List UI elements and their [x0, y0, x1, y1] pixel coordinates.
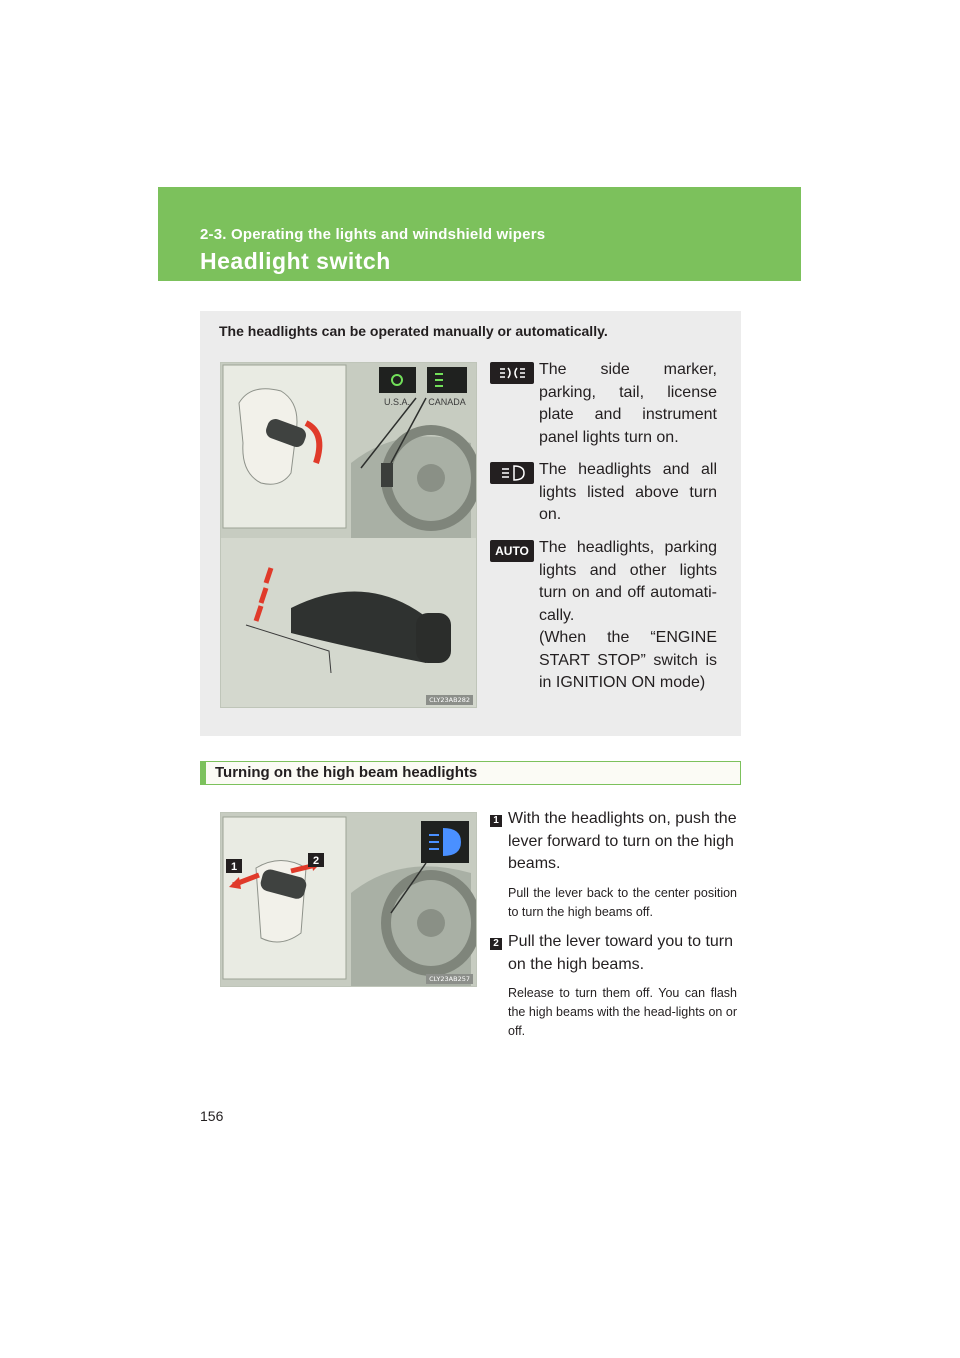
- step-2-text: Pull the lever toward you to turn on the high beams.: [508, 933, 734, 973]
- step-1-note: Pull the lever back to the center position to turn the high beams off.: [508, 886, 737, 919]
- auto-icon: AUTO: [490, 540, 534, 562]
- mode-parking-text: The side marker, parking, tail, license plate and instrument panel lights turn on.: [539, 361, 717, 447]
- canada-label: CANADA: [428, 397, 466, 407]
- section-label: 2-3. Operating the lights and windshield wipers: [200, 226, 546, 243]
- callout-2: 2: [312, 855, 320, 867]
- step-1-text: With the headlights on, push the lever forward to turn on the high beams.: [508, 810, 737, 872]
- high-beam-heading-box: [200, 761, 741, 785]
- page-title: Headlight switch: [200, 248, 391, 274]
- figure-code: CLY23AB282: [426, 695, 473, 705]
- step-2-note: Release to turn them off. You can flash the high beams with the head-lights on or off.: [508, 986, 737, 1038]
- parking-lights-icon: [490, 362, 534, 384]
- heading-accent-bar: [201, 762, 206, 784]
- callout-1: 1: [230, 861, 238, 873]
- step-1-marker: 1: [490, 815, 502, 827]
- step-2-marker: 2: [490, 938, 502, 950]
- intro-text: The headlights can be operated manually or automatically.: [219, 323, 608, 339]
- headlight-icon: [490, 462, 534, 484]
- mode-headlight-text: The headlights and all lights listed above turn on.: [539, 461, 717, 524]
- headlight-switch-illustration: [220, 362, 477, 708]
- usa-label: U.S.A.: [383, 397, 411, 407]
- high-beam-heading: Turning on the high beam headlights: [215, 764, 478, 781]
- mode-auto-note: (When the “ENGINE START STOP” switch is in IGNITION ON mode): [539, 629, 717, 692]
- page-number: 156: [200, 1108, 224, 1124]
- mode-auto-text: The headlights, parking lights and other lights turn on and off automati-cally.: [539, 539, 717, 625]
- high-beam-illustration: [220, 812, 477, 987]
- high-beam-figure-code: CLY23AB257: [426, 974, 473, 984]
